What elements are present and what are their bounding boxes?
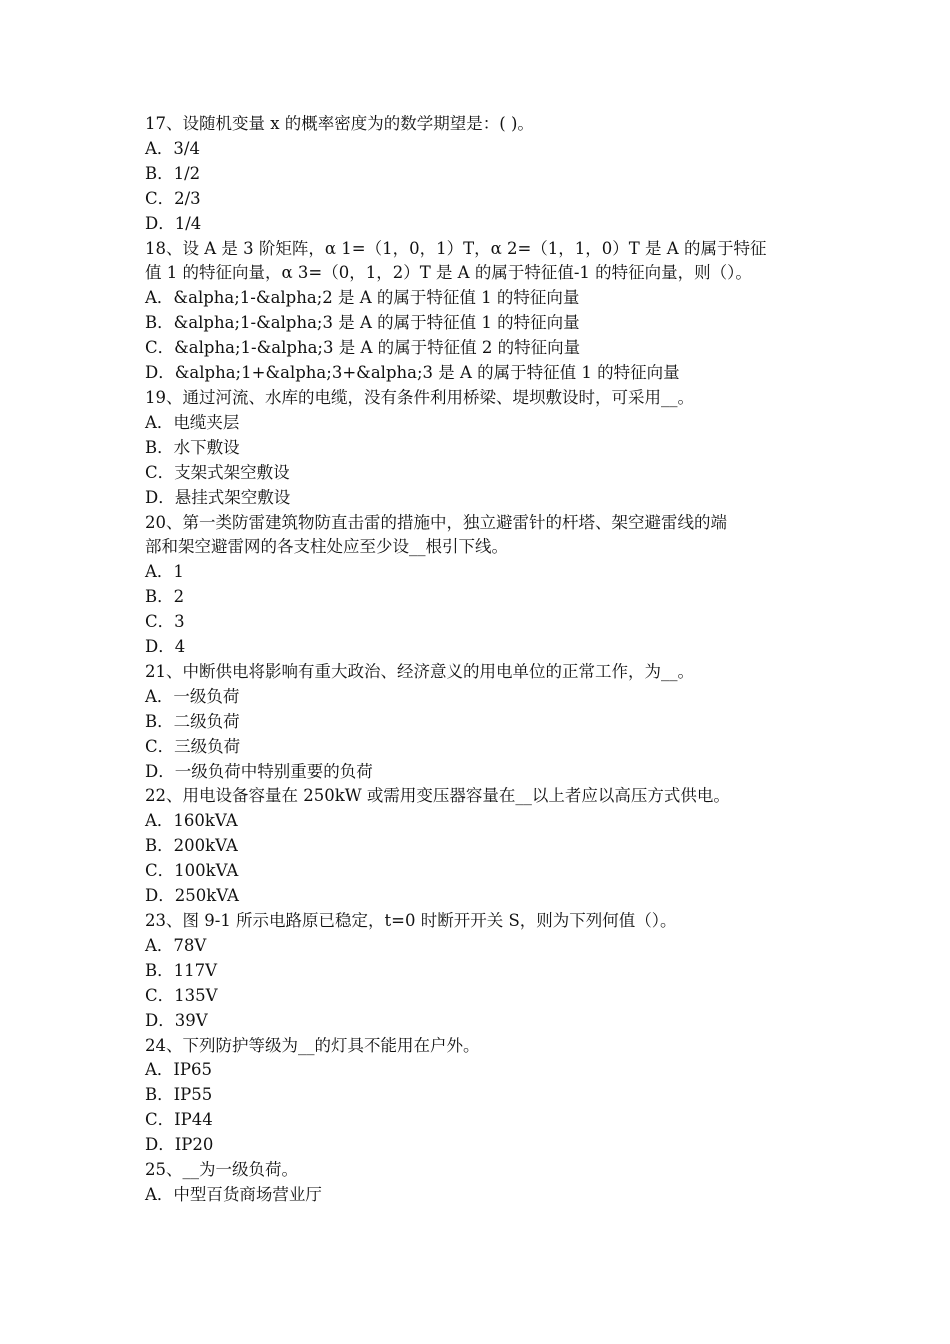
question-text: 25、__为一级负荷。 bbox=[145, 1160, 298, 1180]
answer-option: C．135V bbox=[145, 985, 218, 1005]
question-text: 24、下列防护等级为__的灯具不能用在户外。 bbox=[145, 1035, 480, 1055]
answer-option: D．250kVA bbox=[145, 886, 239, 906]
question-block bbox=[145, 660, 815, 785]
answer-option: C．三级负荷 bbox=[145, 736, 241, 756]
answer-option: A．160kVA bbox=[145, 811, 238, 831]
answer-option: A．78V bbox=[145, 935, 207, 955]
question-text: 值 1 的特征向量，α 3=（0，1，2）T 是 A 的属于特征值-1 的特征向量，则（）。 bbox=[145, 263, 752, 283]
answer-option: C．支架式架空敷设 bbox=[145, 462, 290, 482]
answer-option: A．&alpha;1-&alpha;2 是 A 的属于特征值 1 的特征向量 bbox=[145, 288, 580, 308]
answer-option: D．4 bbox=[145, 637, 186, 657]
question-block bbox=[145, 1034, 815, 1159]
answer-option: A．中型百货商场营业厅 bbox=[145, 1184, 322, 1204]
answer-option: D．&alpha;1+&alpha;3+&alpha;3 是 A 的属于特征值 1 的特征向量 bbox=[145, 363, 680, 383]
answer-option: A．IP65 bbox=[145, 1060, 213, 1080]
answer-option: B．&alpha;1-&alpha;3 是 A 的属于特征值 1 的特征向量 bbox=[145, 313, 580, 333]
answer-option: B．二级负荷 bbox=[145, 711, 240, 731]
answer-option: B．IP55 bbox=[145, 1085, 213, 1105]
answer-option: D．1/4 bbox=[145, 213, 202, 233]
answer-option: C．3 bbox=[145, 612, 185, 632]
question-text: 23、图 9-1 所示电路原已稳定，t=0 时断开开关 S，则为下列何值（）。 bbox=[145, 911, 677, 930]
answer-option: C．IP44 bbox=[145, 1110, 213, 1130]
answer-option: B．水下敷设 bbox=[145, 437, 240, 457]
question-block bbox=[145, 386, 815, 511]
answer-option: C．100kVA bbox=[145, 861, 239, 881]
answer-option: B．117V bbox=[145, 960, 218, 980]
question-block bbox=[145, 784, 815, 909]
answer-option: B．1/2 bbox=[145, 163, 201, 183]
answer-option: D．IP20 bbox=[145, 1135, 214, 1155]
question-text: 21、中断供电将影响有重大政治、经济意义的用电单位的正常工作，为__。 bbox=[145, 661, 694, 681]
answer-option: B．200kVA bbox=[145, 836, 238, 856]
question-block bbox=[145, 511, 815, 660]
answer-option: B．2 bbox=[145, 587, 185, 607]
answer-option: C．2/3 bbox=[145, 188, 201, 208]
question-text: 18、设 A 是 3 阶矩阵，α 1=（1，0，1）T，α 2=（1，1，0）T 是 A 的属于特征 bbox=[145, 238, 767, 258]
question-text: 22、用电设备容量在 250kW 或需用变压器容量在__以上者应以高压方式供电。 bbox=[145, 786, 730, 806]
answer-option: C．&alpha;1-&alpha;3 是 A 的属于特征值 2 的特征向量 bbox=[145, 338, 581, 358]
question-block bbox=[145, 237, 815, 386]
question-text: 17、设随机变量 x 的概率密度为的数学期望是：( )。 bbox=[145, 114, 534, 133]
answer-option: A．1 bbox=[145, 562, 184, 582]
answer-option: D．一级负荷中特别重要的负荷 bbox=[145, 761, 373, 781]
question-block bbox=[145, 909, 815, 1034]
answer-option: A．一级负荷 bbox=[145, 686, 240, 706]
answer-option: A．3/4 bbox=[145, 138, 200, 158]
question-text: 19、通过河流、水库的电缆，没有条件利用桥梁、堤坝敷设时，可采用__。 bbox=[145, 387, 694, 407]
answer-option: D．悬挂式架空敷设 bbox=[145, 487, 291, 507]
question-text: 20、第一类防雷建筑物防直击雷的措施中，独立避雷针的杆塔、架空避雷线的端 bbox=[145, 512, 727, 532]
answer-option: D．39V bbox=[145, 1010, 208, 1030]
question-list bbox=[145, 112, 815, 1208]
question-text: 部和架空避雷网的各支柱处应至少设__根引下线。 bbox=[145, 537, 508, 557]
answer-option: A．电缆夹层 bbox=[145, 412, 240, 432]
question-block bbox=[145, 1158, 815, 1208]
question-block bbox=[145, 112, 815, 237]
